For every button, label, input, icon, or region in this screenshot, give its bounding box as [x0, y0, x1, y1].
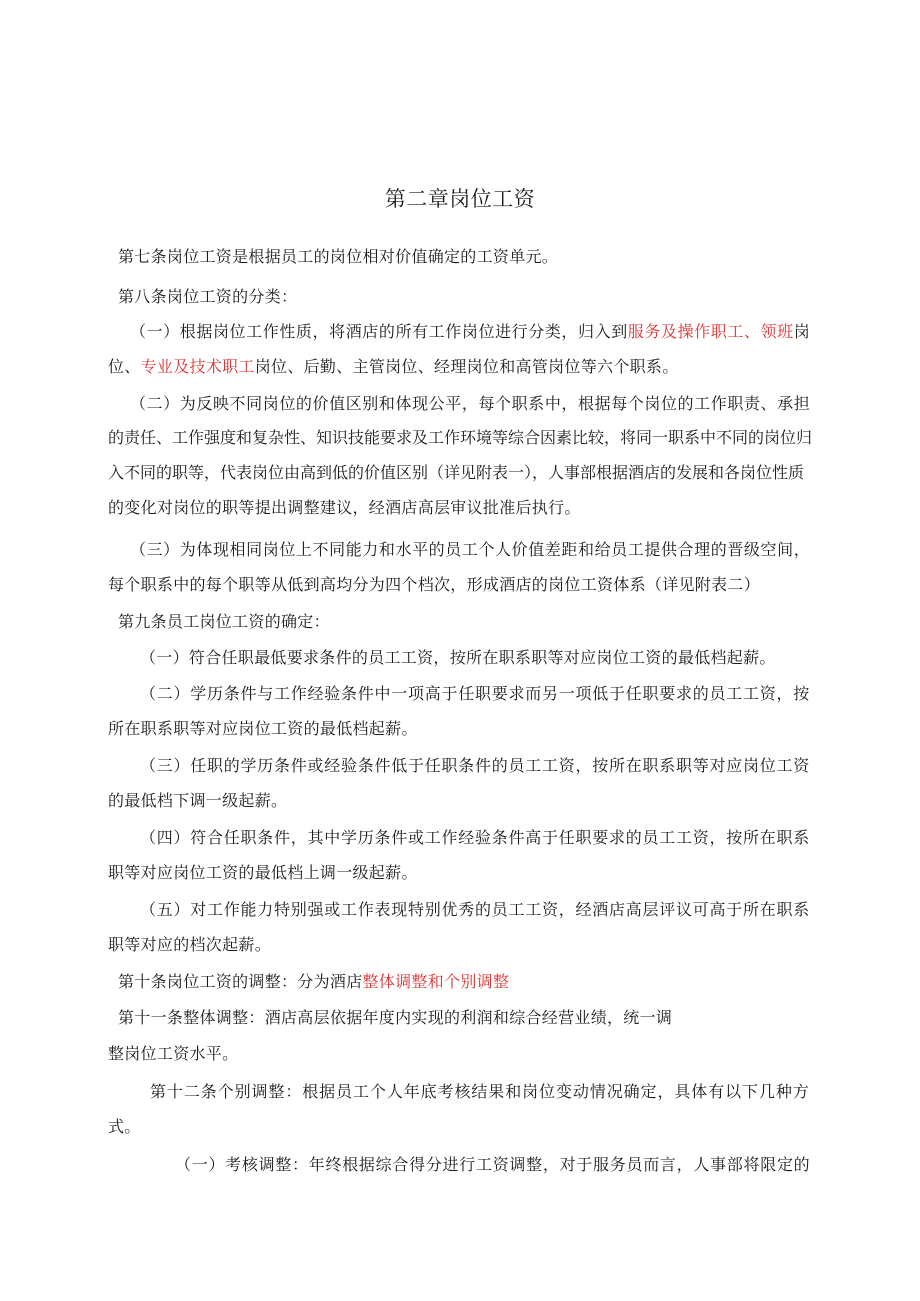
text-line — [140, 684, 810, 704]
text-line — [108, 357, 679, 377]
text-line — [140, 648, 776, 668]
text-segment: 第七条岗位工资是根据员工的岗位相对价值确定的工资单元。 — [118, 247, 559, 266]
text-segment: 岗位、后勤、主管岗位、经理岗位和高管岗位等六个职系。 — [254, 357, 679, 376]
text-line — [108, 463, 804, 483]
text-segment: （一）考核调整：年终根据综合得分进行工资调整，对于服务员而言，人事部将限定的 — [175, 1155, 811, 1174]
text-line — [108, 498, 581, 518]
text-line — [108, 1044, 238, 1064]
text-segment: 整岗位工资水平。 — [108, 1044, 239, 1063]
text-line — [108, 428, 812, 448]
text-line — [108, 719, 418, 739]
text-line — [130, 540, 810, 560]
text-segment: 的责任、工作强度和复杂性、知识技能要求及工作环境等综合因素比较，将同一职系中不同的岗位归 — [108, 428, 813, 447]
text-line — [118, 1008, 672, 1028]
text-segment: 第八条岗位工资的分类： — [118, 287, 298, 306]
text-segment: 第九条员工岗位工资的确定： — [118, 612, 330, 631]
text-segment: （一）根据岗位工作性质，将酒店的所有工作岗位进行分类，归入到 — [130, 322, 628, 341]
text-segment: 的变化对岗位的职等提出调整建议，经酒店高层审议批准后执行。 — [108, 498, 581, 517]
text-line — [140, 900, 810, 920]
text-line — [130, 394, 810, 414]
text-segment: 岗 — [793, 322, 811, 341]
text-segment: 第十二条个别调整：根据员工个人年底考核结果和岗位变动情况确定，具体有以下几种方 — [150, 1082, 810, 1101]
text-segment: （四）符合任职条件，其中学历条件或工作经验条件高于任职要求的员工工资，按所在职系 — [140, 828, 811, 847]
highlighted-text: 专业及技术职工 — [140, 357, 255, 376]
text-line — [118, 287, 297, 307]
text-segment: 职等对应的档次起薪。 — [108, 935, 272, 954]
text-segment: （一）符合任职最低要求条件的员工工资，按所在职系职等对应岗位工资的最低档起薪。 — [140, 648, 776, 667]
text-line — [108, 935, 271, 955]
text-line — [118, 612, 330, 632]
text-line — [108, 575, 760, 595]
text-line — [118, 972, 509, 992]
text-segment: 式。 — [108, 1117, 141, 1136]
chapter-title: 第二章岗位工资 — [384, 187, 536, 211]
text-segment: （二）学历条件与工作经验条件中一项高于任职要求而另一项低于任职要求的员工工资，按 — [140, 684, 811, 703]
text-segment: （三）为体现相同岗位上不同能力和水平的员工个人价值差距和给员工提供合理的晋级空间， — [130, 540, 811, 559]
text-segment: 每个职系中的每个职等从低到高均分为四个档次，形成酒店的岗位工资体系（详见附表二） — [108, 575, 761, 594]
highlighted-text: 服务及操作职工、领班 — [627, 322, 794, 341]
text-segment: 入不同的职等，代表岗位由高到低的价值区别（详见附表一），人事部根据酒店的发展和各岗位性质 — [108, 463, 805, 482]
text-line — [140, 828, 810, 848]
text-segment: （五）对工作能力特别强或工作表现特别优秀的员工工资，经酒店高层评议可高于所在职系 — [140, 900, 811, 919]
text-segment: 所在职系职等对应岗位工资的最低档起薪。 — [108, 719, 418, 738]
text-line — [118, 247, 558, 267]
text-line — [140, 756, 810, 776]
text-line — [108, 1117, 141, 1137]
text-segment: 的最低档下调一级起薪。 — [108, 791, 288, 810]
text-line — [130, 322, 810, 342]
text-segment: 第十一条整体调整：酒店高层依据年度内实现的利润和综合经营业绩，统一调 — [118, 1008, 673, 1027]
text-segment: （二）为反映不同岗位的价值区别和体现公平，每个职系中，根据每个岗位的工作职责、承担 — [130, 394, 811, 413]
text-segment: 第十条岗位工资的调整：分为酒店 — [118, 972, 363, 991]
highlighted-text: 整体调整和个别调整 — [362, 972, 510, 991]
text-segment: （三）任职的学历条件或经验条件低于任职条件的员工工资，按所在职系职等对应岗位工资 — [140, 756, 811, 775]
text-line — [108, 863, 418, 883]
text-line — [150, 1082, 810, 1102]
text-line — [108, 791, 287, 811]
text-segment: 位、 — [108, 357, 141, 376]
text-segment: 职等对应岗位工资的最低档上调一级起薪。 — [108, 863, 418, 882]
text-line — [175, 1155, 810, 1175]
